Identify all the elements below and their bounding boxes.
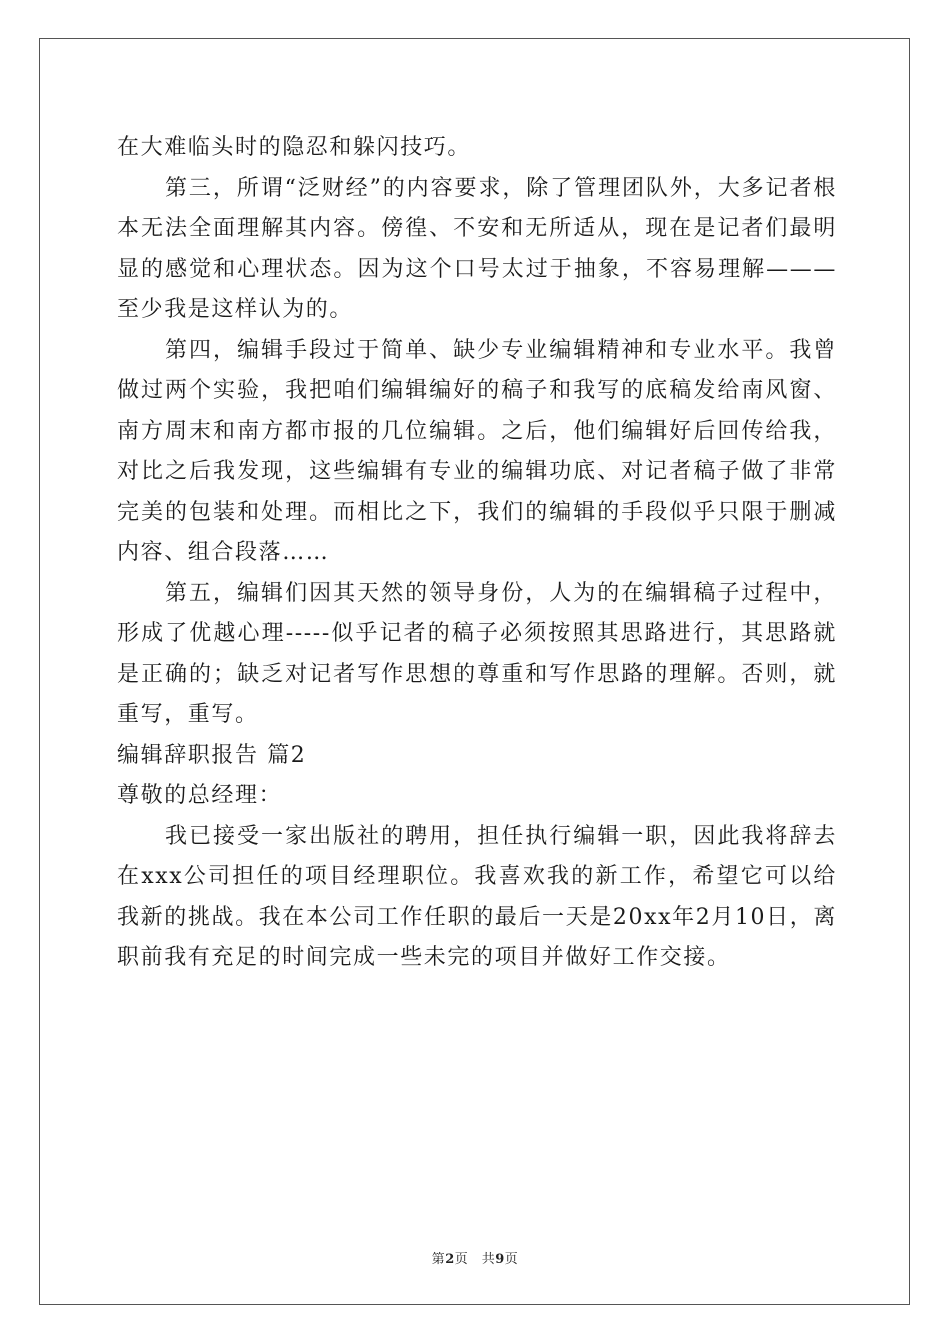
footer-prefix: 第	[431, 1252, 446, 1267]
paragraph: 在大难临头时的隐忍和躲闪技巧。	[117, 135, 472, 160]
total-page-count: 9	[495, 1252, 505, 1267]
paragraph: 第三，所谓“泛财经”的内容要求，除了管理团队外，大多记者根本无法全面理解其内容。傍徨、不安和无所适从，现在是记者们最明显的感觉和心理状态。因为这个口号太过于抽象，不容易理解———至少我是这样认为的。	[117, 175, 837, 322]
page-footer	[0, 1248, 950, 1267]
salutation: 尊敬的总经理：	[117, 783, 283, 808]
footer-mid: 页 共	[454, 1252, 496, 1267]
section-heading: 编辑辞职报告 篇2	[117, 742, 307, 768]
footer-suffix: 页	[504, 1252, 519, 1267]
document-body	[117, 128, 837, 979]
current-page-number: 2	[445, 1252, 455, 1267]
paragraph: 第五，编辑们因其天然的领导身份，人为的在编辑稿子过程中，形成了优越心理-----似乎记者的稿子必须按照其思路进行，其思路就是正确的；缺乏对记者写作思想的尊重和写作思路的理解。否则，就重写，重写。	[117, 580, 837, 727]
paragraph: 第四，编辑手段过于简单、缺少专业编辑精神和专业水平。我曾做过两个实验，我把咱们编辑编好的稿子和我写的底稿发给南风窗、南方周末和南方都市报的几位编辑。之后，他们编辑好后回传给我，对比之后我发现，这些编辑有专业的编辑功底、对记者稿子做了非常完美的包装和处理。而相比之下，我们的编辑的手段似乎只限于删减内容、组合段落……	[117, 337, 837, 565]
paragraph: 我已接受一家出版社的聘用，担任执行编辑一职，因此我将辞去在xxx公司担任的项目经理职位。我喜欢我的新工作，希望它可以给我新的挑战。我在本公司工作任职的最后一天是20xx年2月10日，离职前我有充足的时间完成一些未完的项目并做好工作交接。	[117, 823, 837, 970]
